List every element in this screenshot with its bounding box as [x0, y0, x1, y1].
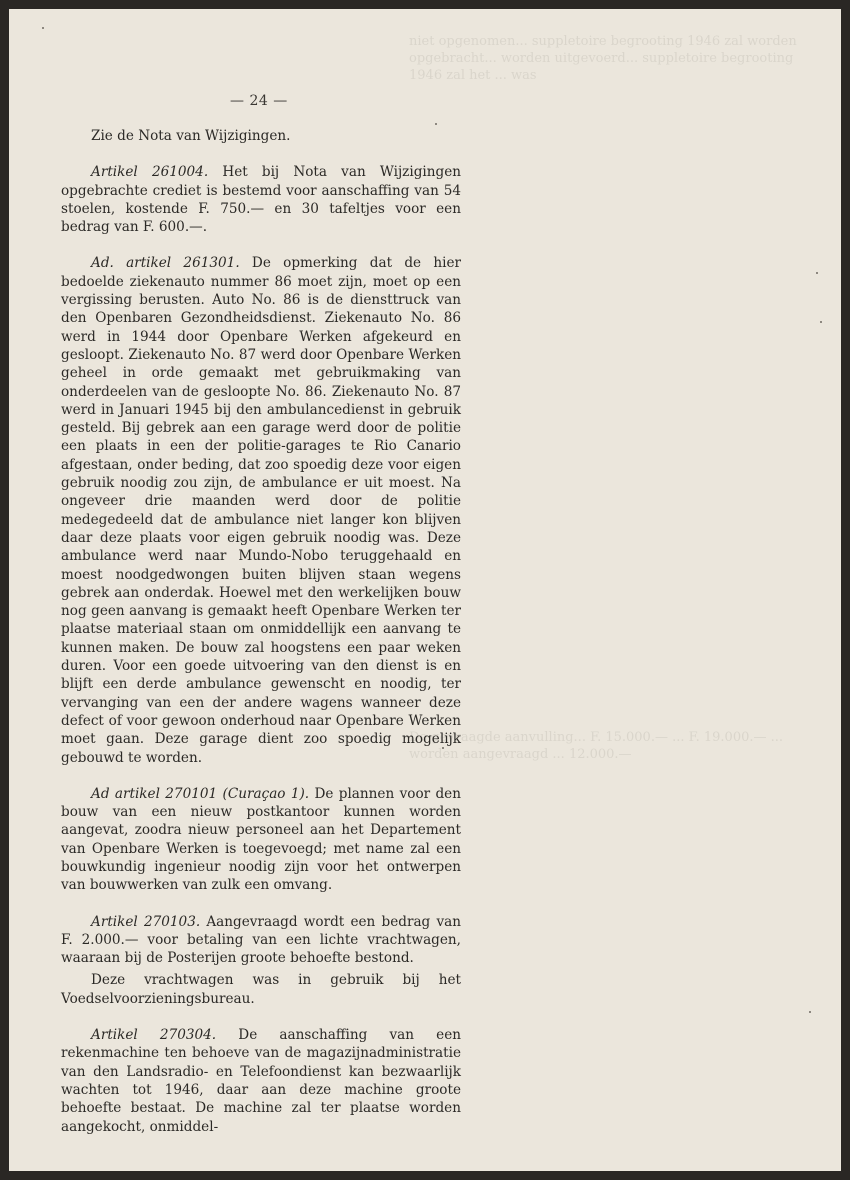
- paragraph-artikel-270304: [61, 1026, 461, 1136]
- paper-speck: [816, 272, 818, 274]
- document-body: [61, 127, 461, 1136]
- bleed-through-text-lower: De gevraagde aanvulling... F. 15.000.— ... F. 19.000.— ... worden aangevraagd ... 12.000.—: [409, 730, 784, 762]
- paragraph-text: Het bij Nota van Wijzigingen opgebrachte crediet is bestemd voor aanschaffing van 54 stoelen, kostende F. 750.— en 30 tafeltjes voor een bedrag van F. 600.—.: [61, 164, 461, 236]
- paper-speck: [809, 1011, 811, 1013]
- paragraph-label: Ad artikel 270101 (Curaçao 1).: [91, 785, 310, 802]
- paragraph-label: Artikel 270103.: [91, 913, 201, 930]
- paragraph-text: Zie de Nota van Wijzigingen.: [91, 128, 291, 144]
- paragraph-vrachtwagen: [61, 971, 461, 1008]
- paragraph-label: Ad. artikel 261301.: [91, 255, 240, 272]
- paragraph-text: De opmerking dat de hier bedoelde ziekenauto nummer 86 moet zijn, moet op een vergissing berusten. Auto No. 86 is de diensttruck van den Openbaren Gezondheidsdienst. Ziekenauto No. 86 werd in 1944 door Openbare Werken afgekeurd en gesloopt. Ziekenauto No. 87 werd door Openbare Werken geheel in orde gemaakt met gebruikmaking van onderdeelen van de gesloopte No. 86. Ziekenauto No. 87 werd in Januari 1945 bij den ambulancedienst in gebruik gesteld. Bij gebrek aan een garage werd door de politie een plaats in een der politie-garages te Rio Canario afgestaan, onder beding, dat zoo spoedig deze voor eigen gebruik noodig zou zijn, de ambulance er uit moest. Na ongeveer drie maanden werd door de politie medegedeeld dat de ambulance niet langer kon blijven daar deze plaats voor eigen gebruik noodig was. Deze ambulance werd naar Mundo-Nobo teruggehaald en moest noodgedwongen buiten blijven staan wegens gebrek aan onderdak. Hoewel met den werkelijken bouw nog geen aanvang is gemaakt heeft Openbare Werken ter plaatse materiaal staan om onmiddellijk een aanvang te kunnen maken. De bouw zal hoogstens een paar weken duren. Voor een goede uitvoering van den dienst is en blijft een derde ambulance gewenscht en noodig, ter vervanging van een der andere wagens wanneer deze defect of voor gewoon onderhoud naar Openbare Werken moet gaan. Deze garage dient zoo spoedig mogelijk gebouwd te worden.: [61, 255, 461, 766]
- paragraph-nota: [61, 127, 461, 145]
- paper-speck: [820, 321, 822, 323]
- paragraph-artikel-270103: [61, 913, 461, 968]
- paper-speck: [42, 27, 44, 29]
- paragraph-text: De aanschaffing van een rekenmachine ten behoeve van de magazijnadministratie van den Landsradio- en Telefoondienst kan bezwaarlijk wachten tot 1946, daar aan deze machine groote behoefte bestaat. De machine zal ter plaatse worden aangekocht, onmiddel-: [61, 1027, 461, 1135]
- bleed-through-text: niet opgenomen... suppletoire begrooting 1946 zal worden opgebracht... worden uitgevoerd... suppletoire begrooting 1946 zal het ... was: [409, 34, 797, 83]
- paper-speck: [435, 123, 437, 125]
- paragraph-artikel-261004: [61, 163, 461, 236]
- paragraph-artikel-261301: [61, 254, 461, 766]
- document-page: [9, 9, 841, 1171]
- paragraph-artikel-270101: [61, 785, 461, 895]
- paragraph-text: De plannen voor den bouw van een nieuw postkantoor kunnen worden aangevat, zoodra nieuw personeel aan het Departement van Openbare Werken is toegevoegd; met name zal een bouwkundig ingenieur noodig zijn voor het ontwerpen van bouwwerken van zulk een omvang.: [61, 785, 461, 894]
- paragraph-label: Artikel 270304.: [91, 1027, 217, 1044]
- paragraph-text: Deze vrachtwagen was in gebruik bij het Voedselvoorzieningsbureau.: [61, 972, 461, 1007]
- page-number: — 24 —: [230, 93, 288, 109]
- paragraph-text: Aangevraagd wordt een bedrag van F. 2.000.— voor betaling van een lichte vrachtwagen, waaraan bij de Posterijen groote behoefte bestond.: [61, 913, 461, 967]
- paragraph-label: Artikel 261004.: [91, 164, 209, 181]
